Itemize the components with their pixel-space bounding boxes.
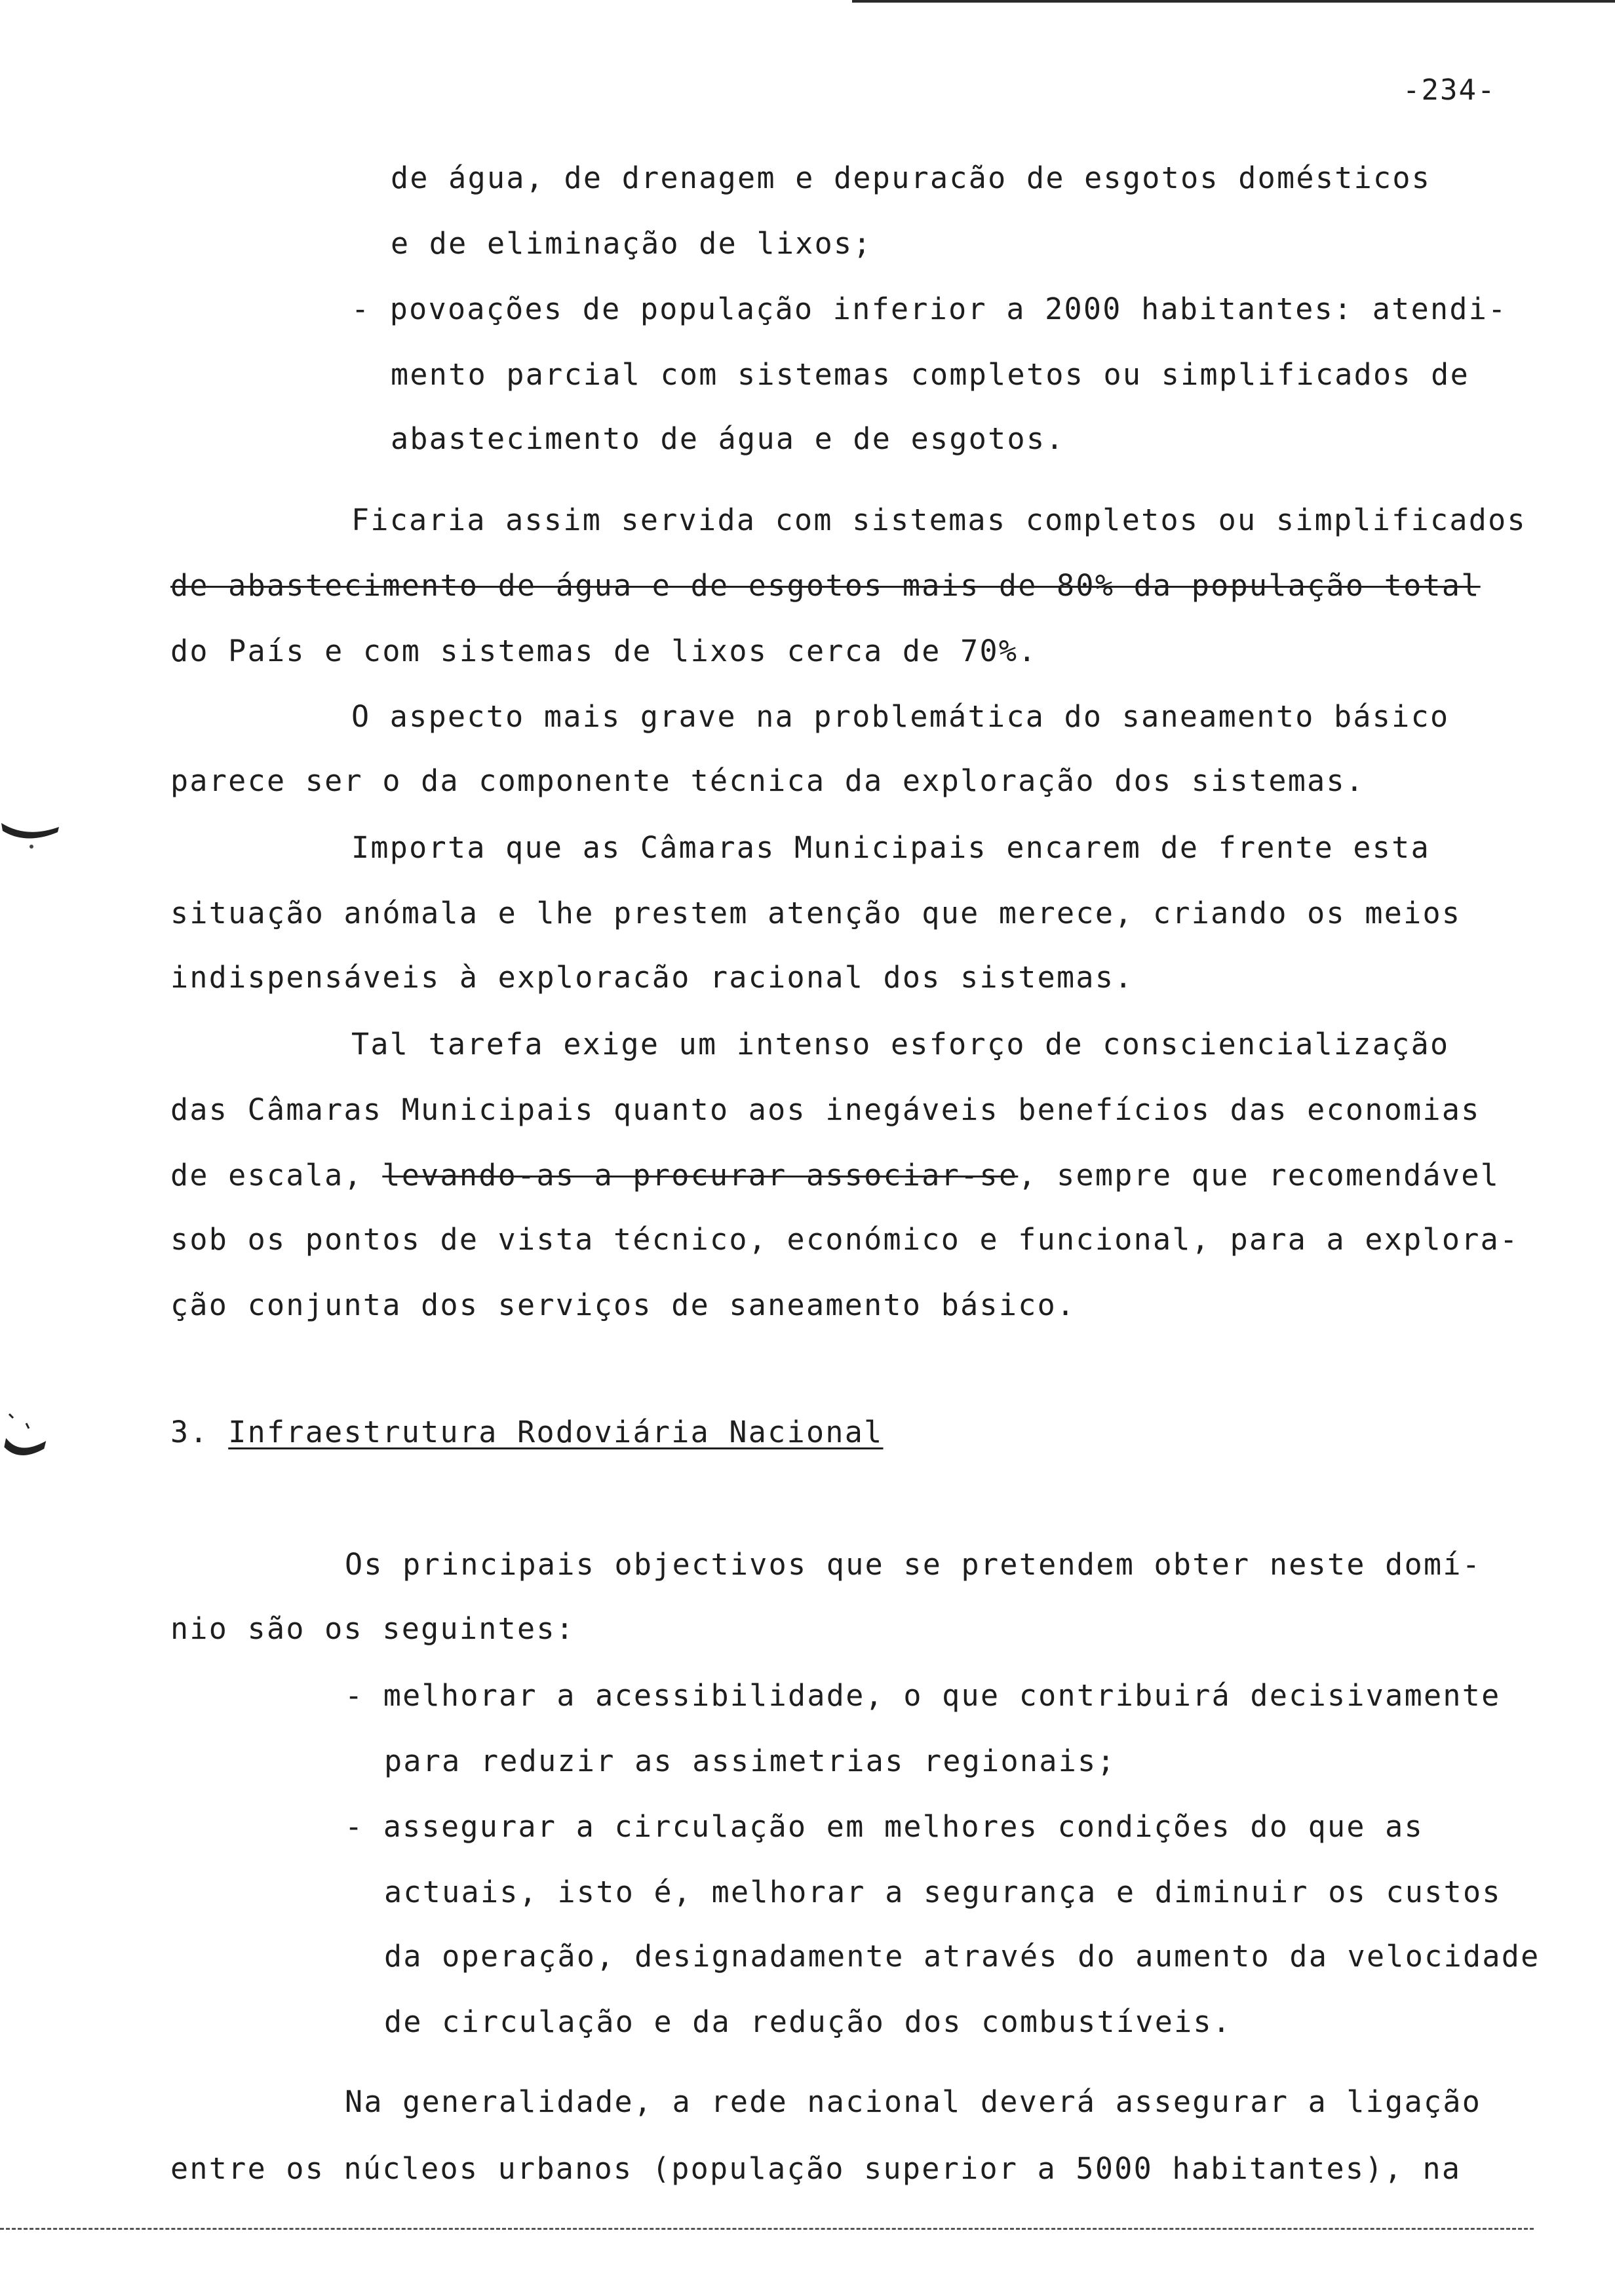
text-line: - melhorar a acessibilidade, o que contribuirá decisivamente <box>345 1678 1501 1713</box>
text-line: Na generalidade, a rede nacional deverá assegurar a ligação <box>345 2084 1482 2119</box>
text-segment: de escala, <box>170 1158 383 1193</box>
text-line: do País e com sistemas de lixos cerca de 70%. <box>170 634 1038 668</box>
bottom-rule <box>0 2228 1534 2230</box>
text-line: abastecimento de água e de esgotos. <box>391 421 1065 456</box>
page-number: -234- <box>1403 73 1496 107</box>
struck-text-line: de abastecimento de água e de esgotos mais de 80% da população total <box>170 568 1481 603</box>
section-title: Infraestrutura Rodoviária Nacional <box>228 1415 884 1449</box>
section-heading <box>170 1414 884 1451</box>
text-line: mento parcial com sistemas completos ou simplificados de <box>391 357 1469 392</box>
binding-mark-icon <box>0 1410 52 1463</box>
text-line: da operação, designadamente através do aumento da velocidade <box>384 1939 1540 1974</box>
text-line: situação anómala e lhe prestem atenção que merece, criando os meios <box>170 896 1462 930</box>
text-line: entre os núcleos urbanos (população superior a 5000 habitantes), na <box>170 2151 1462 2186</box>
text-line: e de eliminação de lixos; <box>391 226 872 261</box>
text-line: actuais, isto é, melhorar a segurança e diminuir os custos <box>384 1875 1502 1909</box>
text-line: para reduzir as assimetrias regionais; <box>384 1744 1116 1778</box>
struck-text: levando-as a procurar associar-se <box>382 1158 1019 1193</box>
text-line: das Câmaras Municipais quanto aos inegáveis benefícios das economias <box>170 1092 1481 1127</box>
text-line: parece ser o da componente técnica da exploração dos sistemas. <box>170 763 1365 798</box>
text-line: Tal tarefa exige um intenso esforço de consciencialização <box>351 1027 1450 1062</box>
top-rule <box>852 0 1615 3</box>
text-segment: , sempre que recomendável <box>1018 1158 1500 1193</box>
text-line: - povoações de população inferior a 2000 habitantes: atendi- <box>351 292 1508 326</box>
text-line-with-strike <box>170 1157 1500 1194</box>
text-line: Importa que as Câmaras Municipais encarem de frente esta <box>351 830 1430 865</box>
text-line: Os principais objectivos que se pretendem obter neste domí- <box>345 1547 1482 1582</box>
text-line: de água, de drenagem e depuracão de esgotos domésticos <box>391 161 1431 195</box>
text-line: sob os pontos de vista técnico, económico e funcional, para a explora- <box>170 1222 1519 1257</box>
text-line: O aspecto mais grave na problemática do saneamento básico <box>351 699 1450 734</box>
text-line: Ficaria assim servida com sistemas completos ou simplificados <box>351 503 1527 537</box>
section-number: 3. <box>170 1415 209 1449</box>
text-line: indispensáveis à exploracão racional dos sistemas. <box>170 960 1134 995</box>
text-line: nio são os seguintes: <box>170 1611 575 1646</box>
text-line: ção conjunta dos serviços de saneamento básico. <box>170 1288 1076 1322</box>
binding-mark-icon <box>0 813 66 852</box>
text-line: de circulação e da redução dos combustíveis. <box>384 2004 1232 2039</box>
text-line: - assegurar a circulação em melhores condições do que as <box>345 1809 1424 1844</box>
